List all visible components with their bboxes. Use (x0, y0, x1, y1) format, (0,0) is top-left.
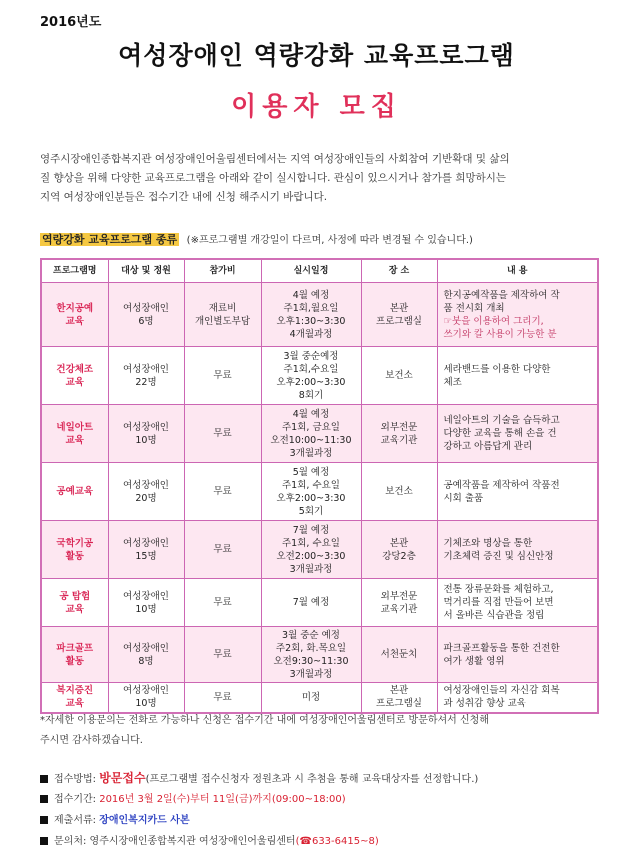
content-line: 먹거리를 직접 만들어 보면 (443, 597, 554, 608)
page-subtitle: 이용자 모집 (231, 92, 402, 122)
fee-cell: 무료 (184, 627, 261, 683)
content-line: 기초체력 증진 및 심신안정 (443, 550, 554, 562)
schedule-cell (261, 347, 361, 405)
program-name (41, 405, 108, 463)
info-docs (40, 810, 610, 831)
info-period (40, 789, 610, 810)
table-row (41, 627, 598, 683)
schedule-line: 3개월과정 (289, 447, 333, 459)
target-line: 여성장애인 (123, 421, 169, 433)
content-line: 한지공예작품을 제작하여 작 (443, 289, 560, 301)
fee-line: 재료비 (208, 302, 237, 314)
content-line: 강하고 아름답게 관리 (443, 441, 533, 452)
intro-line: 지역 여성장애인분들은 접수기간 내에 신청 해주시기 바랍니다. (40, 191, 328, 203)
schedule-cell: 7월 예정 (261, 579, 361, 627)
fee-cell: 무료 (184, 405, 261, 463)
table-row (41, 283, 598, 347)
target-cell (108, 405, 184, 463)
program-name-line: 교육 (65, 698, 84, 710)
place-cell (361, 405, 437, 463)
schedule-cell (261, 463, 361, 521)
contact-phone: (☎633-6415~8) (295, 836, 379, 847)
schedule-line: 8회기 (298, 389, 324, 401)
target-line: 여성장애인 (123, 479, 169, 491)
schedule-line: 5회기 (298, 505, 324, 517)
period-value: 2016년 3월 2일(수)부터 11일(금)까지(09:00~18:00) (99, 794, 346, 805)
target-line: 10명 (135, 434, 157, 446)
schedule-line: 오전10:00~11:30 (270, 434, 352, 446)
program-name-line: 교육 (65, 376, 84, 388)
content-line: 여성장애인들의 자신감 회복 (443, 685, 560, 697)
content-cell (437, 683, 598, 713)
schedule-line: 주1회, 수요일 (282, 537, 340, 549)
column-header: 대상 및 정원 (108, 259, 184, 283)
intro-line: 질 향상을 위해 다양한 교육프로그램을 아래와 같이 실시합니다. 관심이 있으시거나 참가를 희망하시는 (40, 172, 507, 184)
fee-cell: 무료 (184, 521, 261, 579)
schedule-line: 오후2:00~3:30 (276, 492, 346, 504)
program-name-line: 네일아트 (56, 421, 94, 433)
program-name-line: 교육 (65, 603, 84, 615)
content-cell (437, 627, 598, 683)
info-contact (40, 831, 610, 852)
table-row (41, 521, 598, 579)
fee-cell: 무료 (184, 347, 261, 405)
schedule-line: 주1회,수요일 (283, 363, 339, 375)
place-cell (361, 521, 437, 579)
year-label: 2016년도 (40, 15, 102, 30)
place-cell (361, 683, 437, 713)
target-line: 여성장애인 (123, 302, 169, 314)
target-line: 15명 (135, 550, 157, 562)
target-cell (108, 683, 184, 713)
program-name (41, 347, 108, 405)
content-line: 다양한 교육을 통해 손을 건 (443, 428, 557, 439)
info-method (40, 768, 610, 789)
column-header: 프로그램명 (41, 259, 108, 283)
table-row (41, 463, 598, 521)
content-line: 기체조와 명상을 통한 (443, 537, 533, 549)
target-line: 여성장애인 (123, 590, 169, 602)
program-name-line: 활동 (65, 550, 84, 562)
target-line: 22명 (135, 376, 157, 388)
program-name-line: 국학기공 (56, 537, 94, 549)
content-line: 시회 출품 (443, 492, 484, 504)
place-line: 본관 (389, 685, 409, 697)
program-name (41, 627, 108, 683)
content-cell (437, 405, 598, 463)
square-bullet-icon (40, 816, 48, 824)
schedule-cell (261, 283, 361, 347)
program-name: 공예교육 (41, 463, 108, 521)
program-name (41, 579, 108, 627)
place-cell: 서천둔치 (361, 627, 437, 683)
schedule-line: 7월 예정 (292, 524, 330, 536)
place-line: 교육기관 (380, 434, 418, 446)
program-name-line: 교육 (65, 434, 84, 446)
content-line: 서 올바른 식습관을 정립 (443, 610, 545, 621)
content-note-line: 쓰기와 칼 사용이 가능한 분 (443, 328, 557, 340)
column-header: 내 용 (437, 259, 598, 283)
schedule-line: 3개월과정 (289, 668, 333, 680)
program-name-line: 활동 (65, 655, 84, 667)
schedule-line: 오전9:30~11:30 (273, 655, 349, 667)
table-row (41, 405, 598, 463)
place-cell: 보건소 (361, 347, 437, 405)
schedule-cell (261, 405, 361, 463)
content-note-line: ☞붓을 이용하여 그리기, (443, 315, 544, 327)
table-row (41, 579, 598, 627)
place-line: 프로그램실 (376, 315, 422, 327)
schedule-line: 오전2:00~3:30 (276, 550, 346, 562)
place-line: 강당2층 (382, 550, 416, 562)
program-name (41, 683, 108, 713)
target-line: 여성장애인 (123, 537, 169, 549)
place-line: 본관 (389, 302, 409, 314)
schedule-line: 3월 중순예정 (283, 350, 339, 362)
footnote-line: 주시면 감사하겠습니다. (40, 735, 143, 746)
program-name (41, 521, 108, 579)
place-line: 외부전문 (380, 590, 418, 602)
content-line: 네일아트의 기술을 습득하고 (443, 415, 560, 426)
column-header: 장 소 (361, 259, 437, 283)
schedule-line: 3개월과정 (289, 563, 333, 575)
section-title: 역량강화 교육프로그램 종류 (42, 233, 178, 246)
schedule-line: 4개월과정 (289, 328, 333, 340)
footnote-line: *자세한 이용문의는 전화로 가능하나 신청은 접수기간 내에 여성장애인어울림센터로 방문하셔서 신청해 (40, 715, 489, 726)
program-name-line: 건강체조 (56, 363, 94, 375)
page-title: 여성장애인 역량강화 교육프로그램 (118, 41, 515, 70)
table-row (41, 683, 598, 713)
place-cell (361, 579, 437, 627)
fee-cell: 무료 (184, 683, 261, 713)
schedule-cell (261, 521, 361, 579)
section-header (40, 231, 473, 247)
program-name-line: 교육 (65, 315, 84, 327)
content-cell (437, 521, 598, 579)
docs-value: 장애인복지카드 사본 (99, 815, 190, 826)
target-line: 10명 (135, 603, 157, 615)
target-line: 20명 (135, 492, 157, 504)
target-cell (108, 347, 184, 405)
target-cell (108, 283, 184, 347)
schedule-line: 주2회, 화.목요일 (275, 642, 347, 654)
program-name (41, 283, 108, 347)
schedule-line: 5월 예정 (292, 466, 330, 478)
target-line: 6명 (138, 315, 154, 327)
fee-cell: 무료 (184, 579, 261, 627)
place-line: 프로그램실 (376, 698, 422, 710)
target-cell (108, 463, 184, 521)
contact-value: 영주시장애인종합복지관 여성장애인어울림센터 (89, 836, 296, 847)
application-info (40, 768, 610, 852)
content-line: 공예작품을 제작하여 작품전 (443, 479, 560, 491)
content-cell (437, 347, 598, 405)
schedule-line: 주1회, 수요일 (282, 479, 340, 491)
program-name-line: 복지증진 (56, 685, 94, 697)
target-line: 여성장애인 (123, 685, 169, 697)
content-line: 세라밴드를 이용한 다양한 (443, 363, 551, 375)
section-note: (※프로그램별 개강일이 다르며, 사정에 따라 변경될 수 있습니다.) (186, 235, 473, 246)
schedule-line: 주1회, 금요일 (282, 421, 340, 433)
info-label: 문의처: (54, 836, 87, 847)
info-label: 제출서류: (54, 815, 97, 826)
content-line: 과 성취감 향상 교육 (443, 698, 526, 710)
schedule-line: 오후2:00~3:30 (276, 376, 346, 388)
target-cell (108, 579, 184, 627)
schedule-line: 3월 중순 예정 (282, 629, 340, 641)
schedule-line: 4월 예정 (292, 408, 330, 420)
fee-line: 개인별도부담 (194, 315, 251, 327)
content-cell (437, 283, 598, 347)
place-line: 본관 (389, 537, 409, 549)
target-line: 여성장애인 (123, 363, 169, 375)
intro-line: 영주시장애인종합복지관 여성장애인어울림센터에서는 지역 여성장애인들의 사회참여 기반확대 및 삶의 (40, 153, 510, 165)
table-row (41, 347, 598, 405)
schedule-line: 오후1:30~3:30 (276, 315, 346, 327)
content-line: 전통 장류문화를 체험하고, (443, 584, 554, 595)
content-line: 품 전시회 개최 (443, 302, 505, 314)
program-table (40, 258, 599, 714)
square-bullet-icon (40, 775, 48, 783)
program-name-line: 공 탐험 (59, 590, 91, 602)
schedule-cell: 미정 (261, 683, 361, 713)
target-line: 10명 (135, 698, 157, 710)
place-line: 교육기관 (380, 603, 418, 615)
column-header: 실시일정 (261, 259, 361, 283)
content-line: 파크골프활동을 통한 건전한 (443, 642, 560, 654)
place-cell (361, 283, 437, 347)
square-bullet-icon (40, 837, 48, 845)
schedule-line: 주1회,월요일 (283, 302, 339, 314)
place-line: 외부전문 (380, 421, 418, 433)
program-name-line: 한지공예 (56, 302, 94, 314)
content-line: 체조 (443, 376, 462, 388)
content-cell (437, 579, 598, 627)
column-header: 참가비 (184, 259, 261, 283)
schedule-cell (261, 627, 361, 683)
schedule-line: 4월 예정 (292, 289, 330, 301)
target-cell (108, 521, 184, 579)
fee-cell (184, 283, 261, 347)
content-line: 여가 생활 영위 (443, 655, 505, 667)
target-line: 8명 (138, 655, 154, 667)
content-cell (437, 463, 598, 521)
intro-paragraph (40, 150, 600, 207)
fee-cell: 무료 (184, 463, 261, 521)
target-cell (108, 627, 184, 683)
place-cell: 보건소 (361, 463, 437, 521)
table-header-row (41, 259, 598, 283)
footnote (40, 711, 600, 751)
method-value: 방문접수 (99, 771, 146, 785)
info-label: 접수기간: (54, 794, 97, 805)
method-note: (프로그램별 접수신청자 정원초과 시 추첨을 통해 교육대상자를 선정합니다.) (145, 774, 479, 785)
target-line: 여성장애인 (123, 642, 169, 654)
program-name-line: 파크골프 (56, 642, 94, 654)
square-bullet-icon (40, 795, 48, 803)
info-label: 접수방법: (54, 774, 97, 785)
